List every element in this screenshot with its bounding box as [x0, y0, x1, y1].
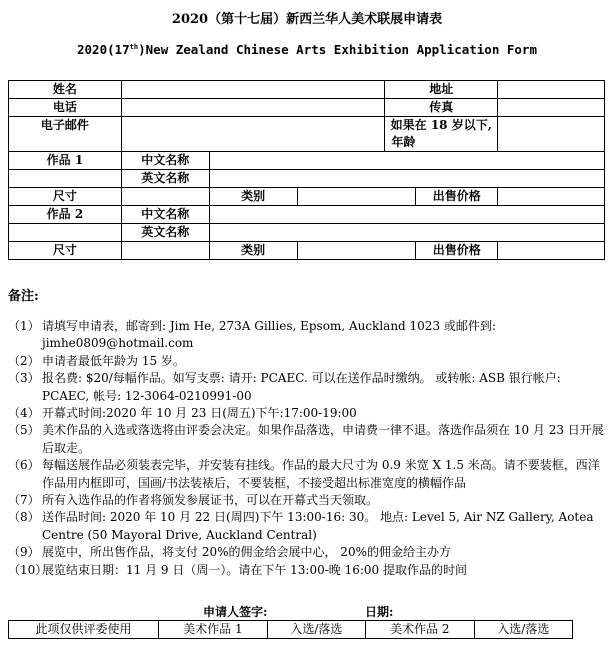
work2-selection-label: 入选/落选	[474, 621, 572, 639]
note-item: （1） 请填写申请表，邮寄到: Jim He, 273A Gillies, Epsom, Auckland 1023 或邮件到: jimhe0809@hotmail.com	[8, 319, 496, 351]
note-item: （10） 展览结束日期：11 月 9 日（周一）。请在下午 13:00-晚 16:00 提取作品的时间	[8, 562, 468, 577]
note-item: （2） 申请者最低年龄为 15 岁。	[8, 353, 185, 368]
work2-category-field[interactable]	[297, 242, 416, 260]
work2-cn-name-label: 中文名称	[121, 206, 209, 224]
age-label: 如果在 18 岁以下, 年龄	[385, 117, 498, 152]
address-label: 地址	[385, 81, 498, 99]
work2-en-name-field[interactable]	[209, 224, 604, 242]
work1-cn-name-label: 中文名称	[121, 152, 209, 170]
work2-size-label: 尺寸	[9, 242, 122, 260]
phone-label: 电话	[9, 99, 122, 117]
judges-only-label: 此项仅供评委使用	[9, 621, 159, 639]
note-item: （5） 美术作品的入选或落选将由评委会决定。如果作品落选，申请费一律不退。落选作品须在 10 月 23 日开展后取走。	[8, 423, 604, 455]
note-item: （8） 送作品时间: 2020 年 10 月 22 日(周四)下午 13:00-16: 30。 地点: Level 5, Air NZ Gallery, Aotea Centre (50 Mayoral Drive, Auckland Central)	[8, 510, 594, 542]
age-field[interactable]	[498, 117, 605, 152]
work1-size-field[interactable]	[121, 188, 209, 206]
work1-category-field[interactable]	[297, 188, 416, 206]
note-item: （3） 报名费: $20/每幅作品。如写支票: 请开: PCAEC. 可以在送作品时缴纳。 或转帐: ASB 银行帐户: PCAEC, 帐号: 12-3064-0210991-00	[8, 371, 561, 403]
judges-table	[8, 620, 573, 639]
work2-label: 作品 2	[9, 206, 122, 224]
fax-field[interactable]	[498, 99, 605, 117]
title-english: 2020(17th)New Zealand Chinese Arts Exhibition Application Form	[77, 42, 537, 57]
email-field[interactable]	[121, 117, 385, 152]
work1-cn-name-field[interactable]	[209, 152, 604, 170]
work1-review-label: 美术作品 1	[159, 621, 268, 639]
work2-review-label: 美术作品 2	[366, 621, 475, 639]
work2-category-label: 类别	[209, 242, 297, 260]
work1-en-name-field[interactable]	[209, 170, 604, 188]
work1-label: 作品 1	[9, 152, 122, 170]
work1-en-name-label: 英文名称	[121, 170, 209, 188]
phone-field[interactable]	[121, 99, 385, 117]
notes-list	[8, 318, 608, 579]
work2-price-field[interactable]	[498, 242, 605, 260]
work2-price-label: 出售价格	[416, 242, 498, 260]
note-item: （9） 展览中，所出售作品，将支付 20%的佣金给会展中心， 20%的佣金给主办方	[8, 545, 451, 560]
note-item: （7） 所有入选作品的作者将颁发参展证书，可以在开幕式当天领取。	[8, 493, 379, 508]
name-label: 姓名	[9, 81, 122, 99]
address-field[interactable]	[498, 81, 605, 99]
date-label: 日期:	[365, 605, 394, 619]
work1-category-label: 类别	[209, 188, 297, 206]
note-item: （4） 开幕式时间:2020 年 10 月 23 日(周五)下午:17:00-19:00	[8, 406, 357, 421]
name-field[interactable]	[121, 81, 385, 99]
work2-cn-name-field[interactable]	[209, 206, 604, 224]
fax-label: 传真	[385, 99, 498, 117]
work1-selection-label: 入选/落选	[267, 621, 365, 639]
notes-heading: 备注:	[8, 289, 39, 304]
work2-en-name-label: 英文名称	[121, 224, 209, 242]
work1-price-label: 出售价格	[416, 188, 498, 206]
work1-price-field[interactable]	[498, 188, 605, 206]
work1-size-label: 尺寸	[9, 188, 122, 206]
note-item: （6） 每幅送展作品必须装表完毕，并安装有挂线。作品的最大尺寸为 0.9 米宽 X 1.5 米高。请不要装框，西洋作品用内框即可，国画/书法装裱后，不要装框，不接受超出标准宽度的横幅作品	[8, 458, 600, 490]
signature-label: 申请人签字:	[203, 605, 268, 619]
title-chinese: 2020（第十七届）新西兰华人美术联展申请表	[171, 12, 443, 27]
email-label: 电子邮件	[9, 117, 122, 152]
work2-size-field[interactable]	[121, 242, 209, 260]
application-form-table	[8, 80, 605, 260]
